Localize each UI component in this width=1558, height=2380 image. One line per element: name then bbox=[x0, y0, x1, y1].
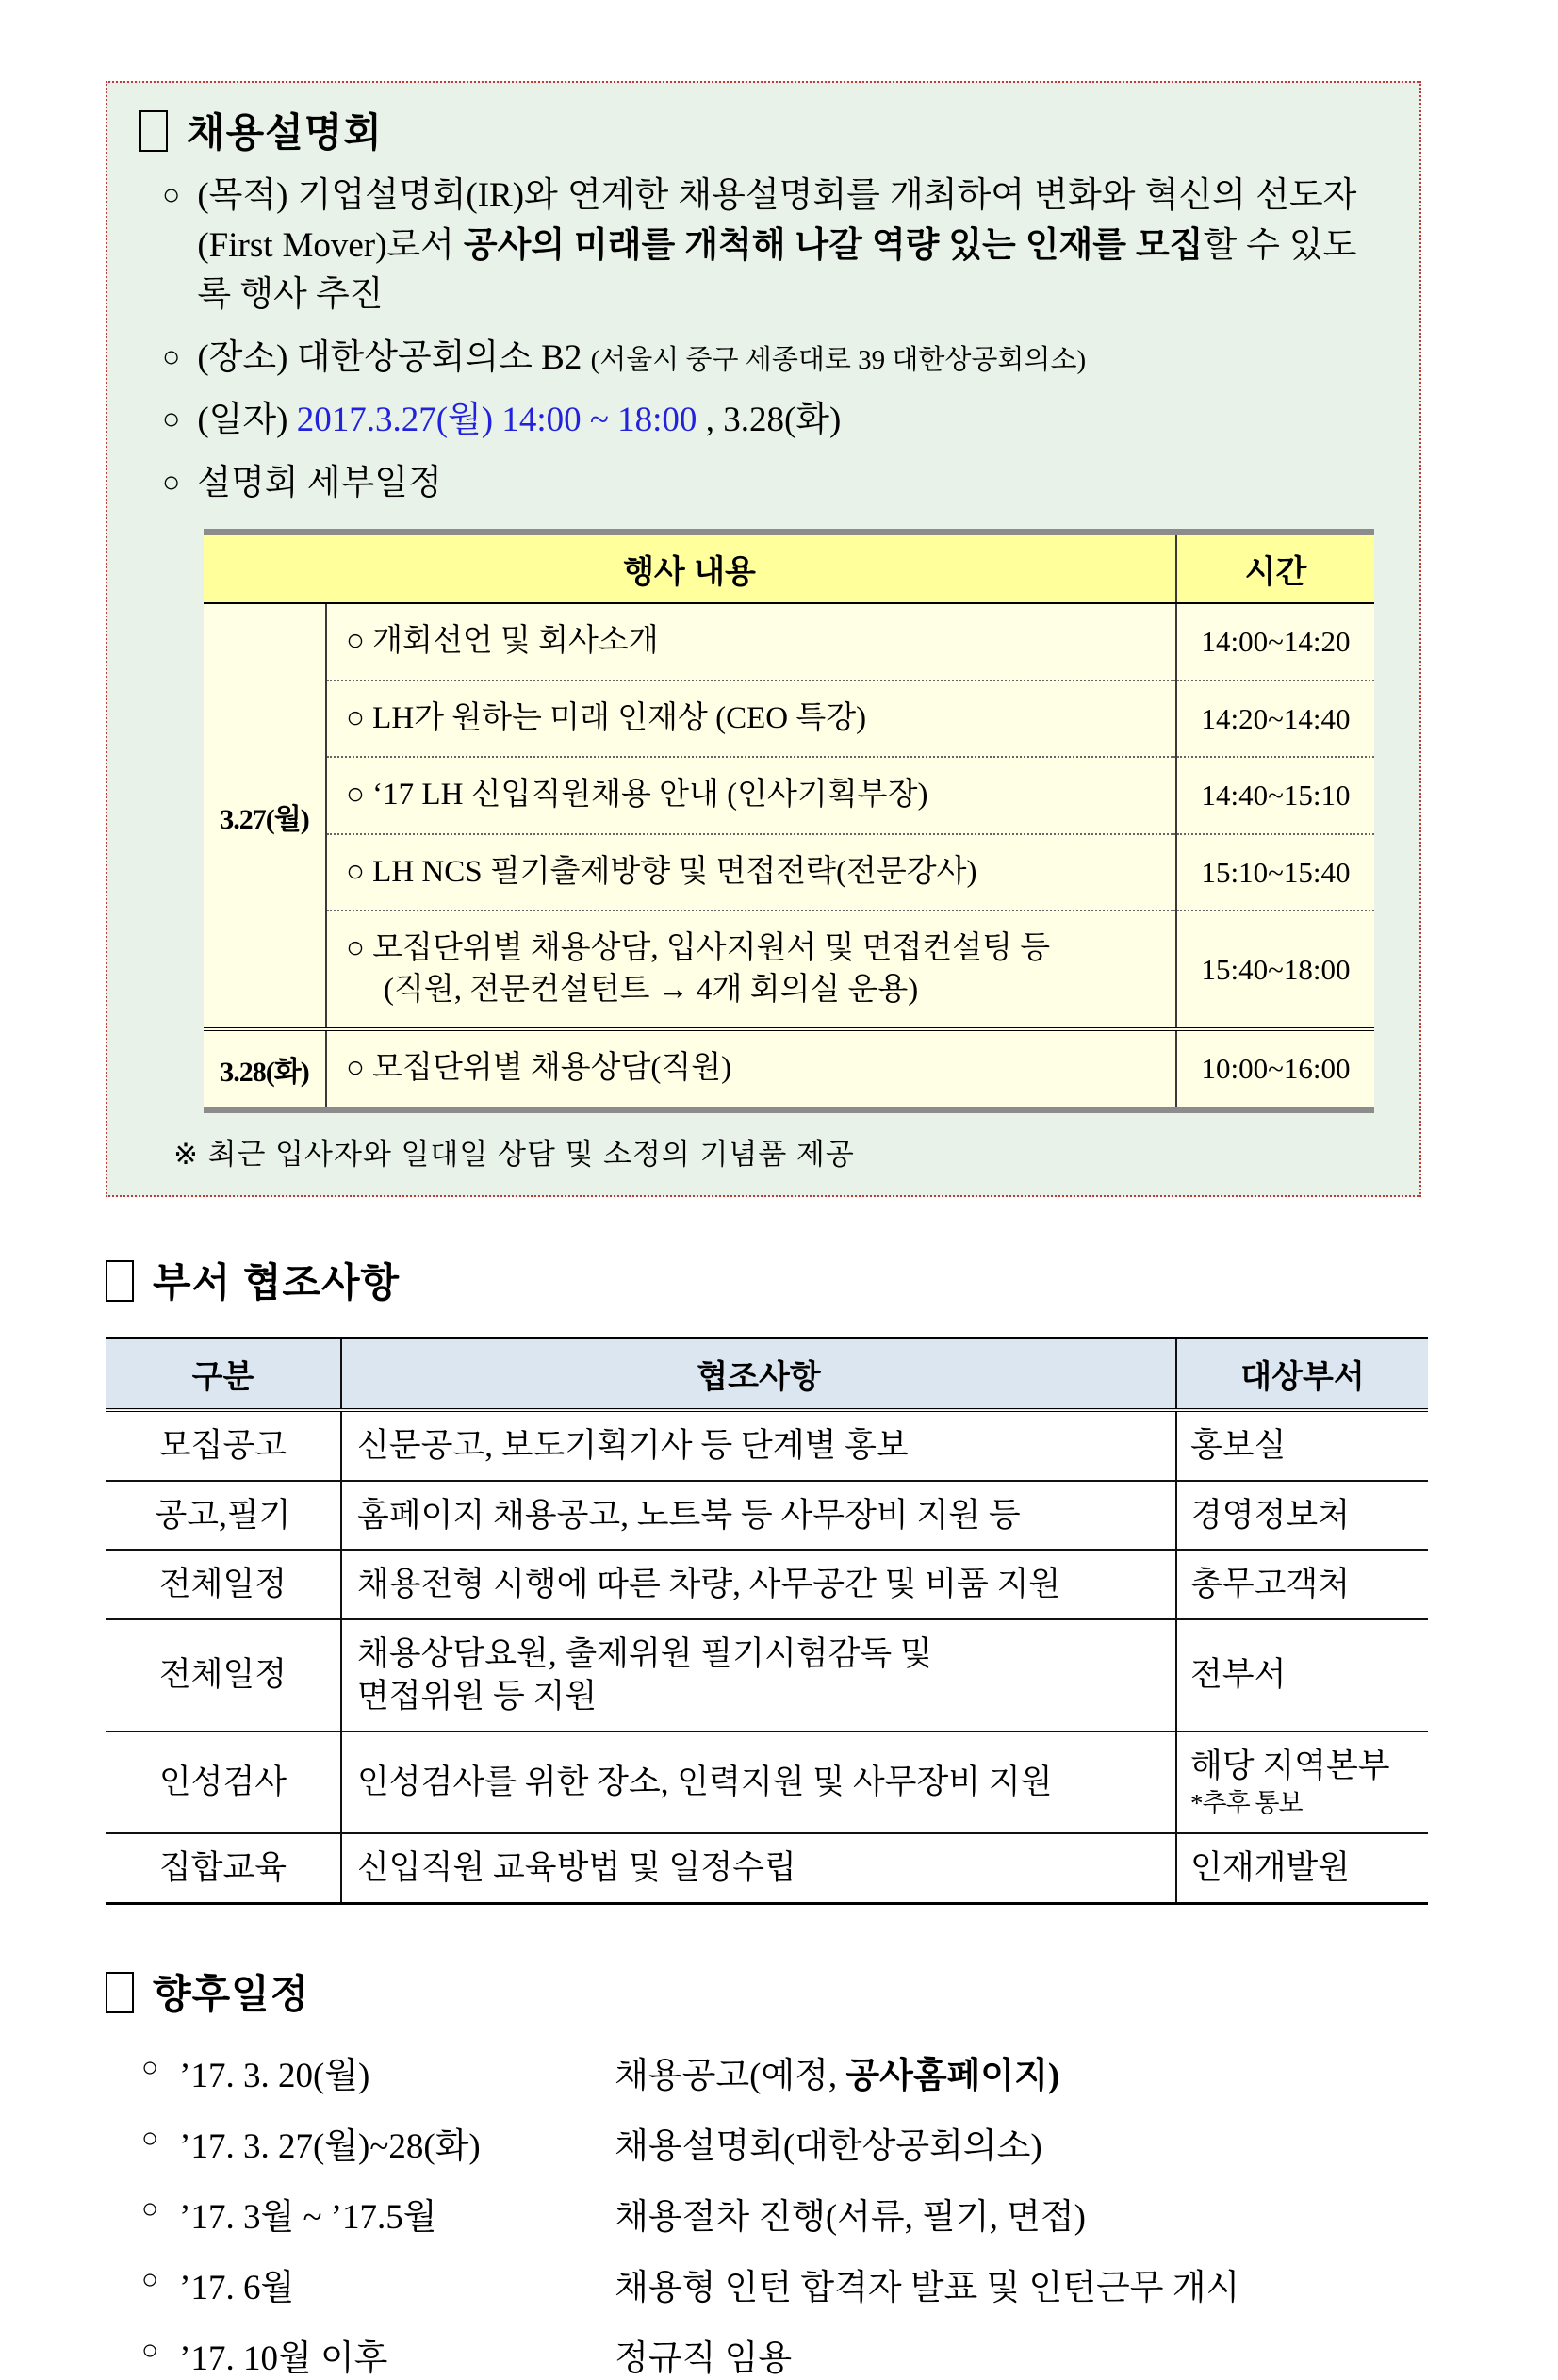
coop-dept-cell: 총무고객처 bbox=[1176, 1550, 1428, 1619]
table-row bbox=[204, 1029, 1374, 1109]
table-row bbox=[204, 603, 1374, 681]
schedule-time-cell: 15:10~15:40 bbox=[1176, 834, 1374, 911]
future-desc: 정규직 임용 bbox=[615, 2339, 793, 2378]
purpose-text bbox=[197, 172, 1356, 320]
section2-title: 부서 협조사항 bbox=[153, 1260, 401, 1305]
section3-heading bbox=[106, 1963, 1451, 2020]
section3-title: 향후일정 bbox=[153, 1971, 310, 2016]
section1-title: 채용설명회 bbox=[187, 110, 383, 155]
schedule-content-cell: ○ LH가 원하는 미래 인재상 (CEO 특강) bbox=[326, 681, 1176, 758]
circle-bullet-icon: ○ bbox=[141, 2192, 159, 2224]
date-tail: , 3.28(화) bbox=[697, 401, 842, 440]
place-detail: (서울시 중구 세종대로 39 대한상공회의소) bbox=[590, 344, 1087, 375]
recruitment-session-box bbox=[106, 81, 1421, 1197]
coop-item-cell bbox=[341, 1619, 1176, 1732]
table-row bbox=[106, 1481, 1428, 1551]
schedule-footnote: ※ 최근 입사자와 일대일 상담 및 소정의 기념품 제공 bbox=[173, 1138, 855, 1172]
table-row bbox=[204, 834, 1374, 911]
circle-bullet-icon: ○ bbox=[141, 2122, 159, 2154]
schedule-content-cell bbox=[326, 911, 1176, 1029]
coop-header-row bbox=[106, 1338, 1428, 1411]
list-item bbox=[141, 2046, 1451, 2097]
future-desc: 채용형 인턴 합격자 발표 및 인턴근무 개시 bbox=[615, 2268, 1240, 2307]
checkbox-icon bbox=[106, 1972, 134, 2013]
table-row bbox=[204, 681, 1374, 758]
date-line bbox=[162, 396, 1367, 446]
coop-category-cell: 인성검사 bbox=[106, 1732, 341, 1834]
coop-category-cell: 전체일정 bbox=[106, 1619, 341, 1732]
coop-dept-cell: 전부서 bbox=[1176, 1619, 1428, 1732]
schedule-date-day1: 3.27(월) bbox=[204, 603, 326, 1029]
coop-item-line2: 면접위원 등 지원 bbox=[357, 1678, 598, 1715]
table-row bbox=[106, 1732, 1428, 1834]
table-row bbox=[106, 1833, 1428, 1903]
schedule-content-cell: ○ ‘17 LH 신입직원채용 안내 (인사기획부장) bbox=[326, 757, 1176, 834]
list-item bbox=[141, 2188, 1451, 2239]
purpose-line bbox=[162, 172, 1367, 320]
coop-item-cell: 홈페이지 채용공고, 노트북 등 사무장비 지원 등 bbox=[341, 1481, 1176, 1551]
coop-category-cell: 전체일정 bbox=[106, 1550, 341, 1619]
checkbox-icon bbox=[106, 1260, 134, 1302]
coop-item-cell: 채용전형 시행에 따른 차량, 사무공간 및 비품 지원 bbox=[341, 1550, 1176, 1619]
purpose-text-pre: (목적) 기업설명회(IR)와 연계한 채용설명회를 개최하여 변화와 혁신의 선도자(First Mover)로서 bbox=[197, 176, 1357, 265]
section2-heading bbox=[106, 1252, 1451, 1308]
circle-bullet-icon: ○ bbox=[162, 402, 181, 436]
list-item bbox=[141, 2258, 1451, 2309]
future-desc bbox=[615, 2046, 1059, 2097]
coop-header-dept: 대상부서 bbox=[1176, 1338, 1428, 1411]
future-desc: 채용절차 진행(서류, 필기, 면접) bbox=[615, 2197, 1086, 2237]
future-desc-post: ) bbox=[1047, 2056, 1060, 2095]
schedule-time-cell: 10:00~16:00 bbox=[1176, 1029, 1374, 1109]
circle-bullet-icon: ○ bbox=[162, 338, 181, 373]
schedule-content-cell: ○ 개회선언 및 회사소개 bbox=[326, 603, 1176, 681]
detail-schedule-label: 설명회 세부일정 bbox=[197, 463, 442, 502]
coop-category-cell: 모집공고 bbox=[106, 1410, 341, 1481]
schedule-content-cell: ○ LH NCS 필기출제방향 및 면접전략(전문강사) bbox=[326, 834, 1176, 911]
circle-bullet-icon: ○ bbox=[141, 2263, 159, 2295]
future-desc-bold: 공사홈페이지 bbox=[845, 2056, 1048, 2095]
purpose-text-post: 할 수 있도록 행사 추진 bbox=[197, 225, 1357, 315]
coop-dept-cell: 경영정보처 bbox=[1176, 1481, 1428, 1551]
circle-bullet-icon: ○ bbox=[141, 2334, 159, 2366]
section1-heading bbox=[139, 102, 1367, 158]
coop-dept-cell bbox=[1176, 1732, 1428, 1834]
checkbox-icon bbox=[139, 110, 168, 152]
schedule-header-row bbox=[204, 533, 1374, 604]
schedule-time-cell: 14:20~14:40 bbox=[1176, 681, 1374, 758]
event-schedule-table bbox=[204, 529, 1374, 1113]
coop-item-cell: 인성검사를 위한 장소, 인력지원 및 사무장비 지원 bbox=[341, 1732, 1176, 1834]
future-desc-pre: 채용공고(예정, bbox=[615, 2056, 846, 2095]
future-desc: 채용설명회(대한상공회의소) bbox=[615, 2126, 1042, 2166]
schedule-content-line2: (직원, 전문컨설턴트 → 4개 회의실 운용) bbox=[384, 972, 919, 1007]
coop-dept-cell: 홍보실 bbox=[1176, 1410, 1428, 1481]
future-date: ’17. 6월 bbox=[179, 2268, 295, 2307]
coop-dept-note: *추후 통보 bbox=[1190, 1789, 1303, 1818]
schedule-date-day2: 3.28(화) bbox=[204, 1029, 326, 1109]
purpose-text-bold: 공사의 미래를 개척해 나갈 역량 있는 인재를 모집 bbox=[463, 225, 1204, 265]
future-schedule-list bbox=[141, 2046, 1451, 2380]
circle-bullet-icon: ○ bbox=[162, 464, 181, 499]
coop-header-item: 협조사항 bbox=[341, 1338, 1176, 1411]
date-label: (일자) bbox=[197, 401, 297, 440]
coop-item-line1: 채용상담요원, 출제위원 필기시험감독 및 bbox=[357, 1634, 932, 1672]
list-item bbox=[141, 2329, 1451, 2380]
coop-item-cell: 신문공고, 보도기획기사 등 단계별 홍보 bbox=[341, 1410, 1176, 1481]
date-highlight: 2017.3.27(월) 14:00 ~ 18:00 bbox=[296, 401, 697, 440]
coop-category-cell: 집합교육 bbox=[106, 1833, 341, 1903]
date-text bbox=[197, 396, 841, 446]
future-date: ’17. 3월 ~ ’17.5월 bbox=[179, 2197, 437, 2237]
circle-bullet-icon: ○ bbox=[141, 2051, 159, 2083]
table-row bbox=[106, 1410, 1428, 1481]
table-row bbox=[106, 1619, 1428, 1732]
coop-header-category: 구분 bbox=[106, 1338, 341, 1411]
coop-dept-name: 해당 지역본부 bbox=[1190, 1747, 1390, 1784]
table-row bbox=[204, 757, 1374, 834]
schedule-header-time: 시간 bbox=[1176, 533, 1374, 604]
coop-category-cell: 공고,필기 bbox=[106, 1481, 341, 1551]
schedule-time-cell: 14:00~14:20 bbox=[1201, 624, 1351, 658]
schedule-content-cell: ○ 모집단위별 채용상담(직원) bbox=[326, 1029, 1176, 1109]
schedule-time-cell: 15:40~18:00 bbox=[1176, 911, 1374, 1029]
schedule-content-line1: ○ 모집단위별 채용상담, 입사지원서 및 면접컨설팅 등 bbox=[346, 931, 1051, 966]
cooperation-table bbox=[106, 1337, 1428, 1905]
future-date: ’17. 3. 20(월) bbox=[179, 2056, 370, 2095]
place-line bbox=[162, 334, 1367, 384]
coop-item-cell: 신입직원 교육방법 및 일정수립 bbox=[341, 1833, 1176, 1903]
place-text bbox=[197, 334, 1086, 384]
place-main: (장소) 대한상공회의소 B2 bbox=[197, 337, 591, 377]
future-date: ’17. 10월 이후 bbox=[179, 2339, 388, 2378]
table-row bbox=[204, 911, 1374, 1029]
list-item bbox=[141, 2117, 1451, 2168]
schedule-time-cell: 14:40~15:10 bbox=[1176, 757, 1374, 834]
detail-schedule-line bbox=[162, 459, 1367, 509]
circle-bullet-icon: ○ bbox=[162, 177, 181, 211]
coop-dept-cell: 인재개발원 bbox=[1176, 1833, 1428, 1903]
table-row bbox=[106, 1550, 1428, 1619]
schedule-header-content: 행사 내용 bbox=[204, 533, 1176, 604]
future-date: ’17. 3. 27(월)~28(화) bbox=[179, 2126, 481, 2166]
